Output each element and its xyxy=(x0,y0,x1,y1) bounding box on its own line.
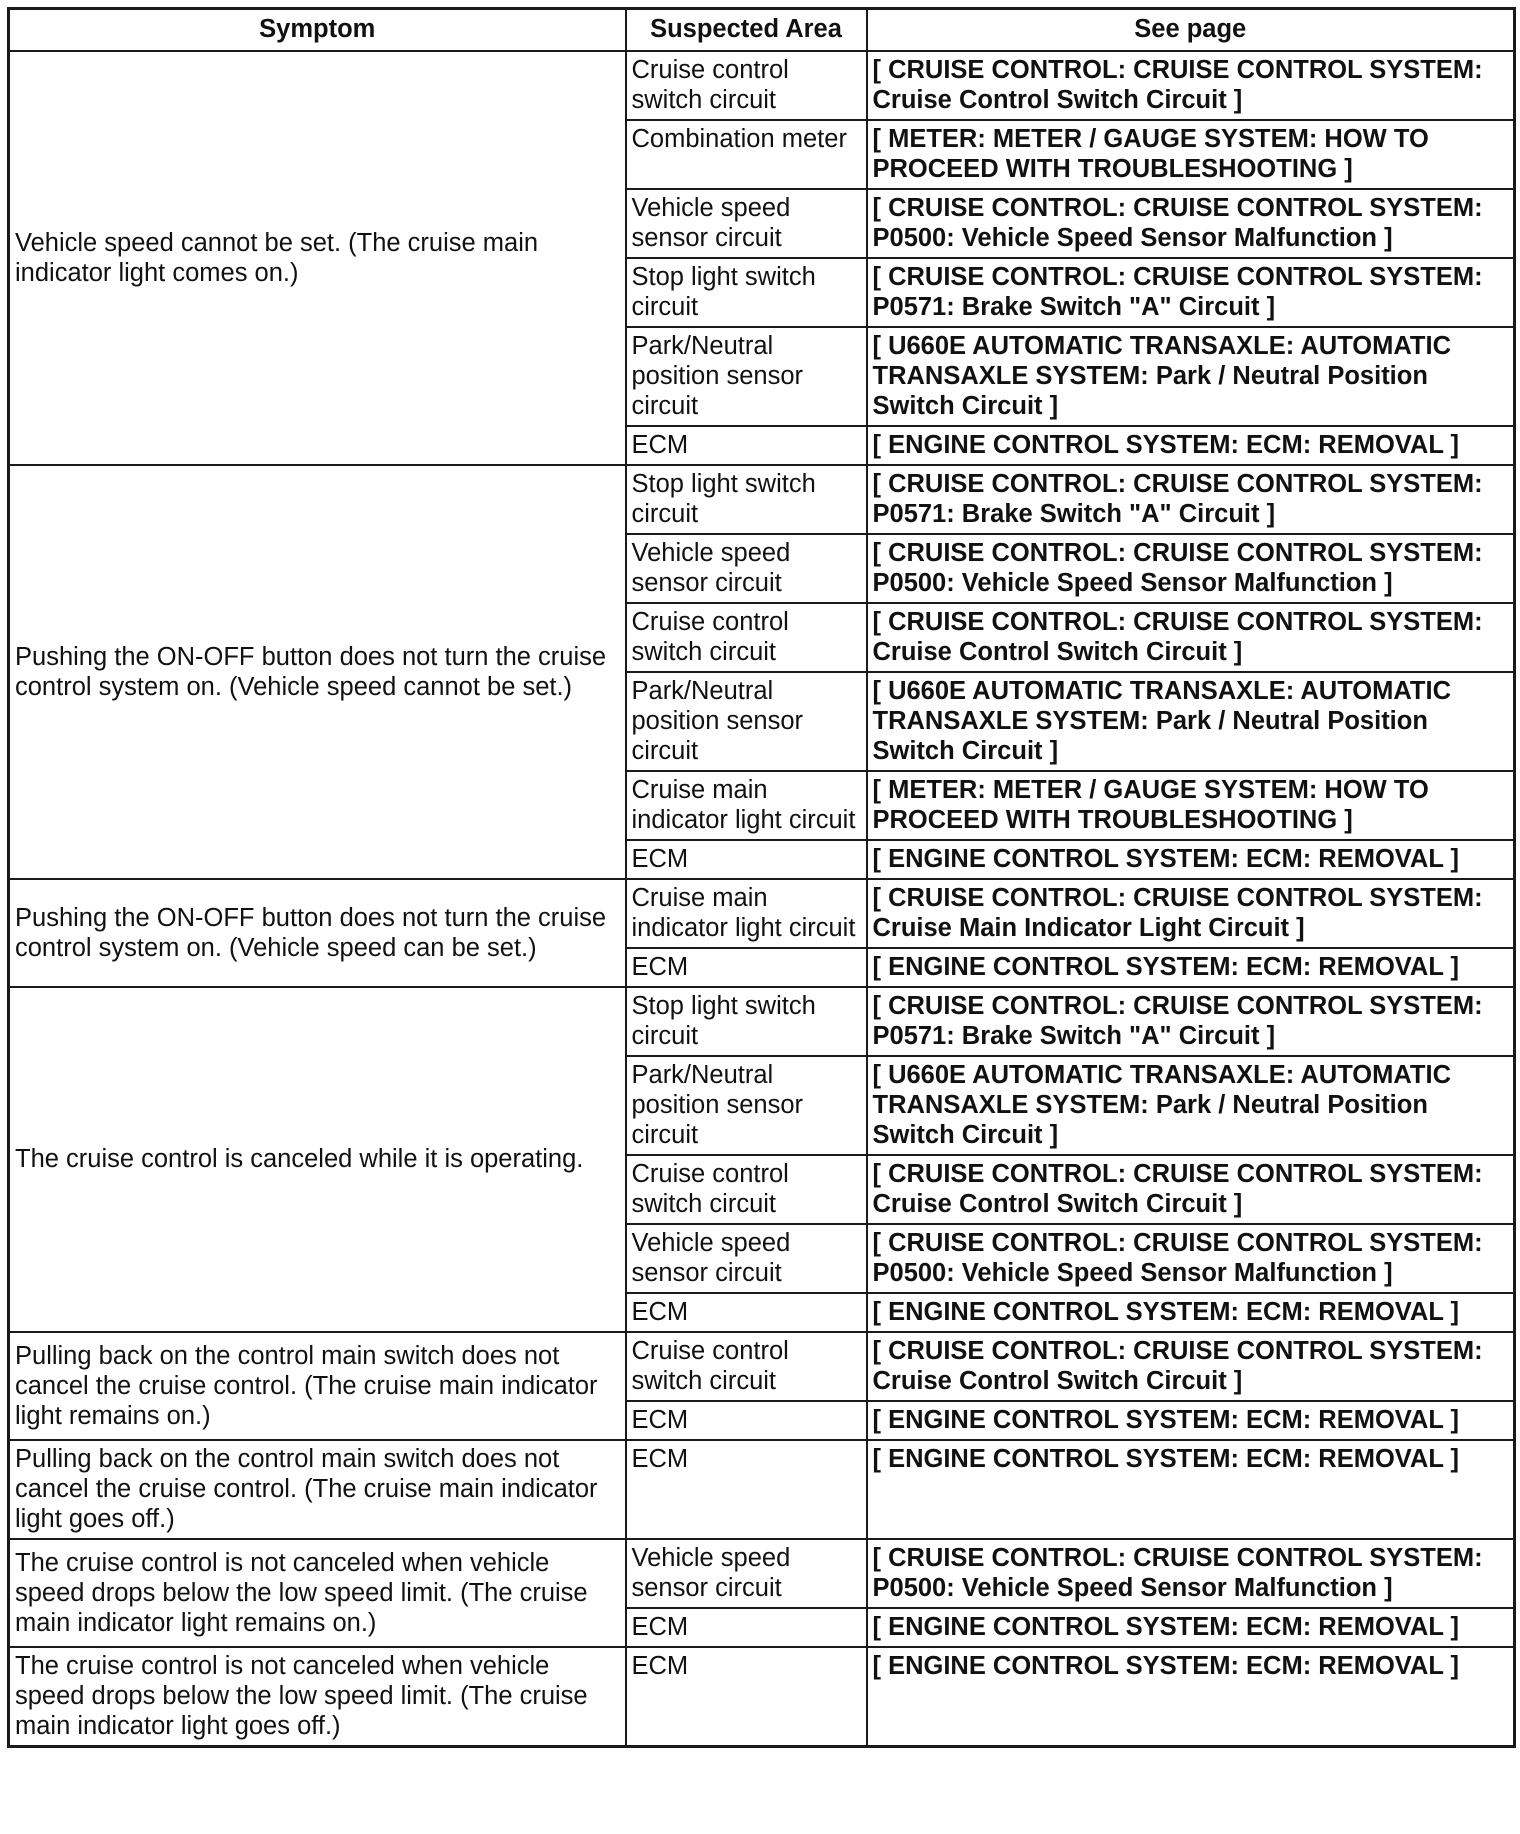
see-page-reference[interactable]: [ CRUISE CONTROL: CRUISE CONTROL SYSTEM: P0500: Vehicle Speed Sensor Malfunction ] xyxy=(867,189,1515,258)
suspected-area-cell: Cruise control switch circuit xyxy=(626,1332,867,1401)
suspected-area-cell: Vehicle speed sensor circuit xyxy=(626,534,867,603)
see-page-reference[interactable]: [ ENGINE CONTROL SYSTEM: ECM: REMOVAL ] xyxy=(867,840,1515,879)
header-row xyxy=(9,9,1515,52)
suspected-area-cell: Cruise control switch circuit xyxy=(626,1155,867,1224)
suspected-area-cell: Stop light switch circuit xyxy=(626,258,867,327)
see-page-reference[interactable]: [ U660E AUTOMATIC TRANSAXLE: AUTOMATIC TRANSAXLE SYSTEM: Park / Neutral Position Switch Circuit ] xyxy=(867,672,1515,771)
suspected-area-cell: ECM xyxy=(626,1440,867,1539)
suspected-area-cell: ECM xyxy=(626,1293,867,1332)
see-page-reference[interactable]: [ ENGINE CONTROL SYSTEM: ECM: REMOVAL ] xyxy=(867,948,1515,987)
table-row xyxy=(9,879,1515,948)
suspected-area-cell: ECM xyxy=(626,426,867,465)
table-row xyxy=(9,987,1515,1056)
table-row xyxy=(9,1440,1515,1539)
see-page-reference[interactable]: [ ENGINE CONTROL SYSTEM: ECM: REMOVAL ] xyxy=(867,426,1515,465)
suspected-area-cell: Cruise control switch circuit xyxy=(626,603,867,672)
suspected-area-cell: Vehicle speed sensor circuit xyxy=(626,1224,867,1293)
troubleshooting-table-container xyxy=(7,7,1513,1748)
suspected-area-cell: ECM xyxy=(626,1647,867,1747)
table-row xyxy=(9,1332,1515,1401)
symptom-cell: The cruise control is not canceled when vehicle speed drops below the low speed limit. (The cruise main indicator light remains on.) xyxy=(9,1539,626,1647)
see-page-reference[interactable]: [ CRUISE CONTROL: CRUISE CONTROL SYSTEM: P0500: Vehicle Speed Sensor Malfunction ] xyxy=(867,1539,1515,1608)
see-page-reference[interactable]: [ ENGINE CONTROL SYSTEM: ECM: REMOVAL ] xyxy=(867,1401,1515,1440)
suspected-area-cell: Combination meter xyxy=(626,120,867,189)
see-page-reference[interactable]: [ CRUISE CONTROL: CRUISE CONTROL SYSTEM: Cruise Main Indicator Light Circuit ] xyxy=(867,879,1515,948)
suspected-area-cell: Park/Neutral position sensor circuit xyxy=(626,327,867,426)
see-page-reference[interactable]: [ ENGINE CONTROL SYSTEM: ECM: REMOVAL ] xyxy=(867,1608,1515,1647)
suspected-area-cell: Stop light switch circuit xyxy=(626,465,867,534)
symptom-cell: Pulling back on the control main switch does not cancel the cruise control. (The cruise main indicator light goes off.) xyxy=(9,1440,626,1539)
suspected-area-cell: Stop light switch circuit xyxy=(626,987,867,1056)
see-page-reference[interactable]: [ U660E AUTOMATIC TRANSAXLE: AUTOMATIC TRANSAXLE SYSTEM: Park / Neutral Position Switch Circuit ] xyxy=(867,327,1515,426)
see-page-reference[interactable]: [ CRUISE CONTROL: CRUISE CONTROL SYSTEM: P0571: Brake Switch "A" Circuit ] xyxy=(867,465,1515,534)
suspected-area-cell: ECM xyxy=(626,948,867,987)
see-page-reference[interactable]: [ ENGINE CONTROL SYSTEM: ECM: REMOVAL ] xyxy=(867,1293,1515,1332)
header-suspected-area: Suspected Area xyxy=(626,9,867,52)
see-page-reference[interactable]: [ CRUISE CONTROL: CRUISE CONTROL SYSTEM: Cruise Control Switch Circuit ] xyxy=(867,1332,1515,1401)
symptom-cell: Vehicle speed cannot be set. (The cruise main indicator light comes on.) xyxy=(9,51,626,465)
see-page-reference[interactable]: [ METER: METER / GAUGE SYSTEM: HOW TO PROCEED WITH TROUBLESHOOTING ] xyxy=(867,771,1515,840)
table-row xyxy=(9,1539,1515,1608)
suspected-area-cell: Vehicle speed sensor circuit xyxy=(626,1539,867,1608)
see-page-reference[interactable]: [ ENGINE CONTROL SYSTEM: ECM: REMOVAL ] xyxy=(867,1647,1515,1747)
suspected-area-cell: ECM xyxy=(626,840,867,879)
see-page-reference[interactable]: [ CRUISE CONTROL: CRUISE CONTROL SYSTEM: P0500: Vehicle Speed Sensor Malfunction ] xyxy=(867,1224,1515,1293)
suspected-area-cell: Cruise main indicator light circuit xyxy=(626,879,867,948)
see-page-reference[interactable]: [ ENGINE CONTROL SYSTEM: ECM: REMOVAL ] xyxy=(867,1440,1515,1539)
troubleshooting-table xyxy=(7,7,1516,1748)
see-page-reference[interactable]: [ CRUISE CONTROL: CRUISE CONTROL SYSTEM: P0571: Brake Switch "A" Circuit ] xyxy=(867,987,1515,1056)
suspected-area-cell: Vehicle speed sensor circuit xyxy=(626,189,867,258)
table-row xyxy=(9,1647,1515,1747)
see-page-reference[interactable]: [ CRUISE CONTROL: CRUISE CONTROL SYSTEM: Cruise Control Switch Circuit ] xyxy=(867,1155,1515,1224)
table-header xyxy=(9,9,1515,52)
see-page-reference[interactable]: [ CRUISE CONTROL: CRUISE CONTROL SYSTEM: P0500: Vehicle Speed Sensor Malfunction ] xyxy=(867,534,1515,603)
suspected-area-cell: Park/Neutral position sensor circuit xyxy=(626,672,867,771)
symptom-cell: The cruise control is canceled while it is operating. xyxy=(9,987,626,1332)
see-page-reference[interactable]: [ CRUISE CONTROL: CRUISE CONTROL SYSTEM: Cruise Control Switch Circuit ] xyxy=(867,51,1515,120)
symptom-cell: Pushing the ON-OFF button does not turn the cruise control system on. (Vehicle speed cannot be set.) xyxy=(9,465,626,879)
table-body xyxy=(9,51,1515,1747)
see-page-reference[interactable]: [ CRUISE CONTROL: CRUISE CONTROL SYSTEM: Cruise Control Switch Circuit ] xyxy=(867,603,1515,672)
see-page-reference[interactable]: [ U660E AUTOMATIC TRANSAXLE: AUTOMATIC TRANSAXLE SYSTEM: Park / Neutral Position Switch Circuit ] xyxy=(867,1056,1515,1155)
suspected-area-cell: ECM xyxy=(626,1608,867,1647)
see-page-reference[interactable]: [ CRUISE CONTROL: CRUISE CONTROL SYSTEM: P0571: Brake Switch "A" Circuit ] xyxy=(867,258,1515,327)
suspected-area-cell: Cruise control switch circuit xyxy=(626,51,867,120)
header-see-page: See page xyxy=(867,9,1515,52)
suspected-area-cell: Park/Neutral position sensor circuit xyxy=(626,1056,867,1155)
table-row xyxy=(9,51,1515,120)
suspected-area-cell: ECM xyxy=(626,1401,867,1440)
symptom-cell: Pulling back on the control main switch does not cancel the cruise control. (The cruise main indicator light remains on.) xyxy=(9,1332,626,1440)
table-row xyxy=(9,465,1515,534)
see-page-reference[interactable]: [ METER: METER / GAUGE SYSTEM: HOW TO PROCEED WITH TROUBLESHOOTING ] xyxy=(867,120,1515,189)
header-symptom: Symptom xyxy=(9,9,626,52)
suspected-area-cell: Cruise main indicator light circuit xyxy=(626,771,867,840)
symptom-cell: Pushing the ON-OFF button does not turn the cruise control system on. (Vehicle speed can be set.) xyxy=(9,879,626,987)
symptom-cell: The cruise control is not canceled when vehicle speed drops below the low speed limit. (The cruise main indicator light goes off.) xyxy=(9,1647,626,1747)
